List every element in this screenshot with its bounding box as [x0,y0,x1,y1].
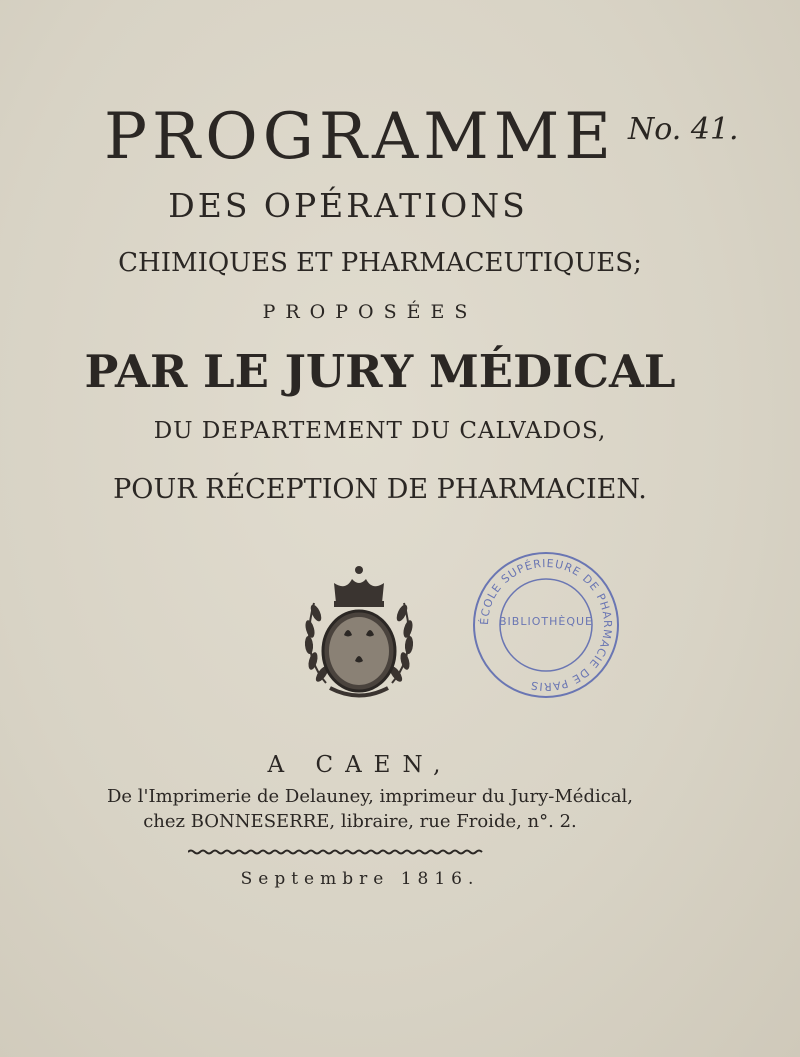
subtitle-jury: PAR LE JURY MÉDICAL [84,345,676,398]
subtitle-proposees: PROPOSÉES [262,301,478,323]
manuscript-number: No. 41. [628,112,739,147]
royal-arms-fleur-de-lis-icon [296,563,422,703]
imprint-date: Septembre 1816. [240,869,480,889]
subtitle-operations: DES OPÉRATIONS [168,186,528,225]
imprint-printer: De l'Imprimerie de Delauney, imprimeur du Jury-Médical, [106,786,634,807]
subtitle-reception: POUR RÉCEPTION DE PHARMACIEN. [113,474,647,505]
imprint-place: A CAEN, [267,752,453,778]
stamp-center-text: BIBLIOTHÈQUE [499,615,593,628]
ornamental-rule [188,849,484,855]
imprint-seller: chez BONNESERRE, libraire, rue Froide, n°. 2. [143,811,577,832]
document-title: PROGRAMME [103,100,617,174]
subtitle-departement: DU DEPARTEMENT DU CALVADOS, [153,418,607,444]
subtitle-chimiques: CHIMIQUES ET PHARMACEUTIQUES; [118,248,642,278]
stamp-ring-text: ÉCOLE SUPÉRIEURE DE PHARMACIE DE PARIS [477,556,615,694]
